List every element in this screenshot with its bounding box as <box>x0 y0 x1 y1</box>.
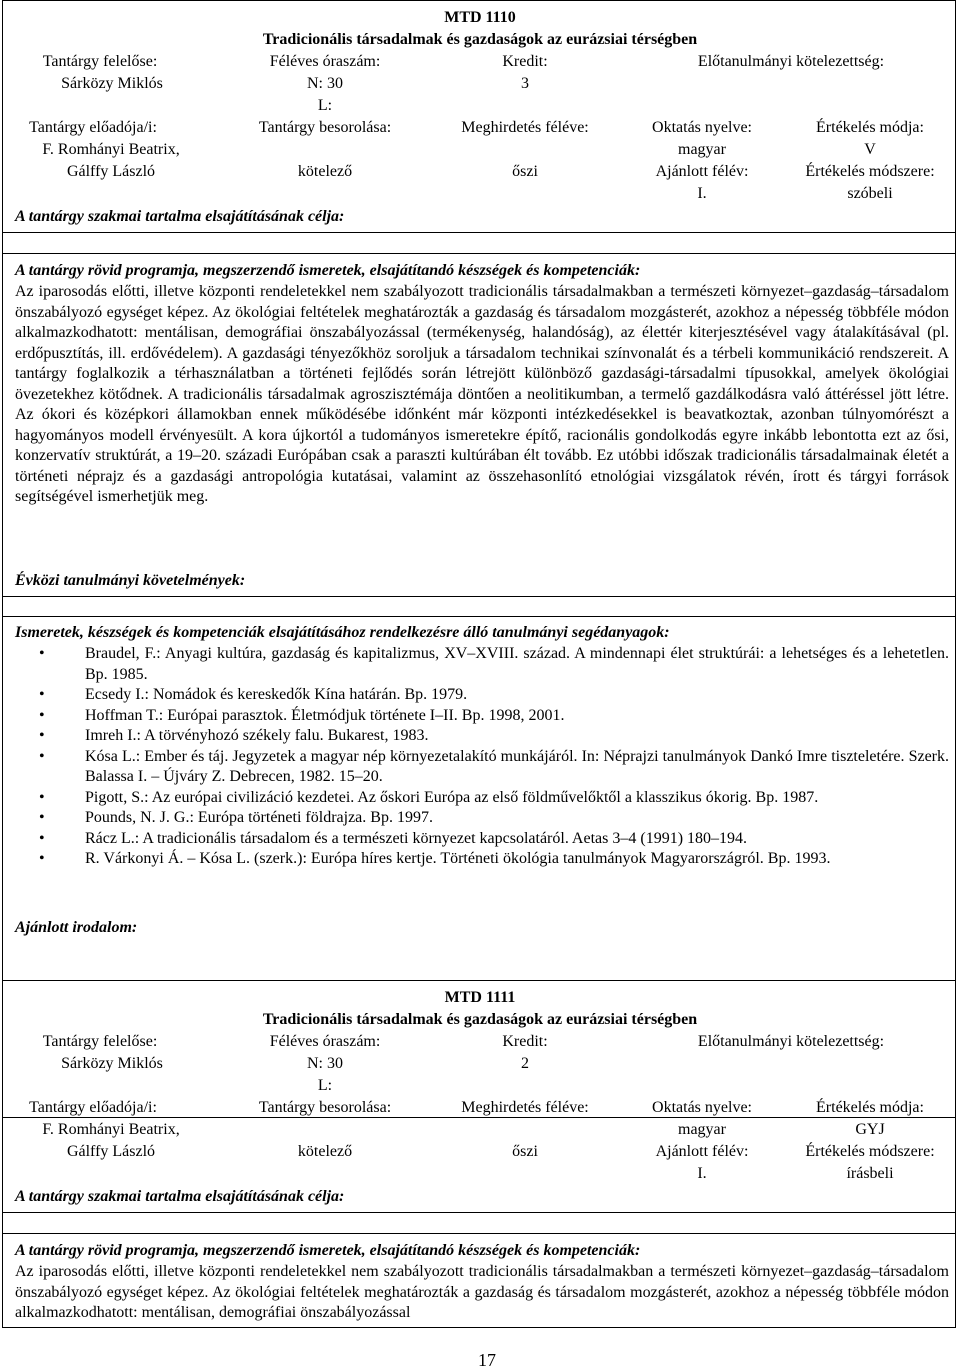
evaluation-method-value: írásbeli <box>846 1165 894 1182</box>
language-label: Oktatás nyelve: <box>652 119 752 136</box>
divider <box>3 616 955 617</box>
course-title: Tradicionális társadalmak és gazdaságok az eurázsiai térségben <box>262 31 698 48</box>
program-text: Az iparosodás előtti, illetve központi rendeletekkel nem szabályozott tradicionális társadalmakban a természeti környezet–gazdaság–társadalom önszabályozó egységet képez. Az ökológiai feltételek meghatározták a gazdaság és társadalom mozgásterét, azokhoz a népesség többféle módon alkalmazkodhatott: mentálisan, demográfiai önszabályozással (termékenység, halandóság), az élettér kiterjesztésével vagy átalakításával (pl. erdőpusztítás, ill. erdővédelem). A gazdasági tényezőkhöz soroljuk a társadalom technikai színvonalát és a térbeli kommunikáció rendszereit. A tantárgy foglalkozik a térhasználatban a történeti fejlődés során létrejött különböző gazdasági-társadalmi típusokkal, amelyek ökológiai övezetekhez kötődnek. A tradicionális társadalmak agroszisztémája döntően a neolitikumban, a termelő gazdálkodásra való áttéréssel jött létre. Az ókori és középkori államokban ennek működésébe időnként már központi intézkedésekkel is beavatkoztak, azonban túlnyomórészt a hagyományos modell érvényesült. A kora újkortól a tudományos ismeretekre építő, racionális gondolkodás egyre inkább lebontotta ezt az ősi, konzervatív struktúrát, a 19–20. századi Európában csak a paraszti kultúrában élt tovább. Ez utóbbi időszak tradicionális társadalmainak életét a történeti néprajz és a gazdasági antropológia kutatásai, valamint az összehasonlító etnológiai vizsgálatok révén, írott és tárgyi források segítségével ismerhetjük meg. <box>15 283 949 505</box>
prerequisite-label: Előtanulmányi kötelezettség: <box>697 53 885 70</box>
hours-n: N: 30 <box>307 1055 343 1072</box>
course-code: MTD 1111 <box>444 989 516 1006</box>
bullet-icon: • <box>39 727 45 744</box>
reference-item: • Pounds, N. J. G.: Európa történeti földrajza. Bp. 1997. <box>39 808 949 829</box>
program-text: Az iparosodás előtti, illetve központi rendeletekkel nem szabályozott tradicionális társadalmakban a természeti környezet–gazdaság–társadalom önszabályozó egységet képez. Az ökológiai feltételek meghatározták a gazdaság és társadalom mozgásterét, azokhoz a népesség többféle módon alkalmazkodhatott: mentálisan, demográfiai önszabályozással <box>15 1263 949 1321</box>
reference-item: • Imreh I.: A törvényhozó székely falu. Bukarest, 1983. <box>39 726 949 747</box>
lecturer-name-1: F. Romhányi Beatrix, <box>42 1121 180 1138</box>
evaluation-mode-value: GYJ <box>855 1121 885 1138</box>
credit-value: 2 <box>521 1055 529 1072</box>
bullet-icon: • <box>39 686 45 703</box>
evaluation-mode-value: V <box>864 141 876 158</box>
evaluation-mode-label: Értékelés módja: <box>816 119 924 136</box>
lecturer-name-2: Gálffy László <box>66 1143 156 1160</box>
hours-l: L: <box>317 97 333 114</box>
divider <box>3 596 955 597</box>
lecturer-label: Tantárgy előadója/i: <box>29 119 157 136</box>
credit-value: 3 <box>521 75 529 92</box>
reference-item: • Ecsedy I.: Nomádok és kereskedők Kína határán. Bp. 1979. <box>39 685 949 706</box>
course-code: MTD 1110 <box>444 9 516 26</box>
aim-label: A tantárgy szakmai tartalma elsajátításának célja: <box>15 208 345 225</box>
page-number: 17 <box>478 1350 496 1370</box>
bullet-icon: • <box>39 747 45 765</box>
reference-item: • Pigott, S.: Az európai civilizáció kezdetei. Az őskori Európa az első földművelőktől a klasszikus ókorig. Bp. 1987. <box>39 788 949 809</box>
hours-l: L: <box>317 1077 333 1094</box>
bullet-icon: • <box>39 706 45 724</box>
evaluation-method-value: szóbeli <box>847 185 893 202</box>
lecturer-name-2: Gálffy László <box>66 163 156 180</box>
classification-label: Tantárgy besorolása: <box>258 119 392 136</box>
recommended-semester-value: I. <box>697 185 707 202</box>
recommended-semester-label: Ajánlott félév: <box>655 1143 749 1160</box>
reference-item: • Rácz L.: A tradicionális társadalom és a természeti környezet kapcsolatáról. Aetas 3–4 (1991) 180–194. <box>39 829 949 850</box>
classification-value: kötelező <box>297 1143 353 1160</box>
classification-value: kötelező <box>297 163 353 180</box>
hours-n: N: 30 <box>307 75 343 92</box>
course-title: Tradicionális társadalmak és gazdaságok az eurázsiai térségben <box>262 1011 698 1028</box>
language-value: magyar <box>678 1121 726 1138</box>
responsible-name: Sárközy Miklós <box>61 1055 163 1072</box>
semester-label: Meghirdetés féléve: <box>461 119 589 136</box>
evaluation-method-label: Értékelés módszere: <box>805 1143 935 1160</box>
bullet-icon: • <box>39 809 45 826</box>
bullet-icon: • <box>39 850 45 867</box>
credit-label: Kredit: <box>502 53 548 70</box>
evaluation-mode-label: Értékelés módja: <box>816 1099 924 1116</box>
lecturer-label: Tantárgy előadója/i: <box>29 1099 157 1116</box>
responsible-label: Tantárgy felelőse: <box>42 53 158 70</box>
bullet-icon: • <box>39 829 45 847</box>
semester-value: őszi <box>512 163 538 180</box>
recommended-semester-label: Ajánlott félév: <box>655 163 749 180</box>
divider <box>3 1212 955 1213</box>
semester-label: Meghirdetés féléve: <box>461 1099 589 1116</box>
reference-list <box>39 644 949 870</box>
divider <box>3 253 955 254</box>
hours-label: Féléves óraszám: <box>269 53 381 70</box>
bullet-icon: • <box>39 645 45 662</box>
language-value: magyar <box>678 141 726 158</box>
reference-item: • Hoffman T.: Európai parasztok. Életmódjuk története I–II. Bp. 1998, 2001. <box>39 706 949 727</box>
divider <box>3 1233 955 1234</box>
program-label: A tantárgy rövid programja, megszerzendő ismeretek, elsajátítandó készségek és kompetenciák: <box>15 262 641 279</box>
responsible-name: Sárközy Miklós <box>61 75 163 92</box>
semester-value: őszi <box>512 1143 538 1160</box>
aim-label: A tantárgy szakmai tartalma elsajátításának célja: <box>15 1188 345 1205</box>
literature-label: Ajánlott irodalom: <box>15 919 138 936</box>
prerequisite-label: Előtanulmányi kötelezettség: <box>697 1033 885 1050</box>
hours-label: Féléves óraszám: <box>269 1033 381 1050</box>
recommended-semester-value: I. <box>697 1165 707 1182</box>
course-block-2 <box>2 980 956 1328</box>
evaluation-method-label: Értékelés módszere: <box>805 163 935 180</box>
credit-label: Kredit: <box>502 1033 548 1050</box>
divider <box>3 232 955 233</box>
bullet-icon: • <box>39 788 45 806</box>
classification-label: Tantárgy besorolása: <box>258 1099 392 1116</box>
materials-label: Ismeretek, készségek és kompetenciák elsajátításához rendelkezésre álló tanulmányi segédanyagok: <box>15 624 670 641</box>
requirements-label: Évközi tanulmányi követelmények: <box>15 572 246 589</box>
reference-item: • Braudel, F.: Anyagi kultúra, gazdaság és kapitalizmus, XV–XVIII. század. A mindennapi élet struktúrái: a lehetséges és a lehetetlen. Bp. 1985. <box>39 645 949 683</box>
program-label: A tantárgy rövid programja, megszerzendő ismeretek, elsajátítandó készségek és kompetenciák: <box>15 1242 641 1259</box>
responsible-label: Tantárgy felelőse: <box>42 1033 158 1050</box>
language-label: Oktatás nyelve: <box>652 1099 752 1116</box>
course-block-1 <box>2 0 956 1118</box>
reference-item: • Kósa L.: Ember és táj. Jegyzetek a magyar nép környezetalakító munkájáról. In: Néprajzi tanulmányok Dankó Imre tiszteletére. Szerk. Balassa I. – Újváry Z. Debrecen, 1982. 15–20. <box>39 747 949 785</box>
reference-item: • R. Várkonyi Á. – Kósa L. (szerk.): Európa híres kertje. Történeti ökológia tanulmányok Magyarországról. Bp. 1993. <box>39 849 949 870</box>
lecturer-name-1: F. Romhányi Beatrix, <box>42 141 180 158</box>
